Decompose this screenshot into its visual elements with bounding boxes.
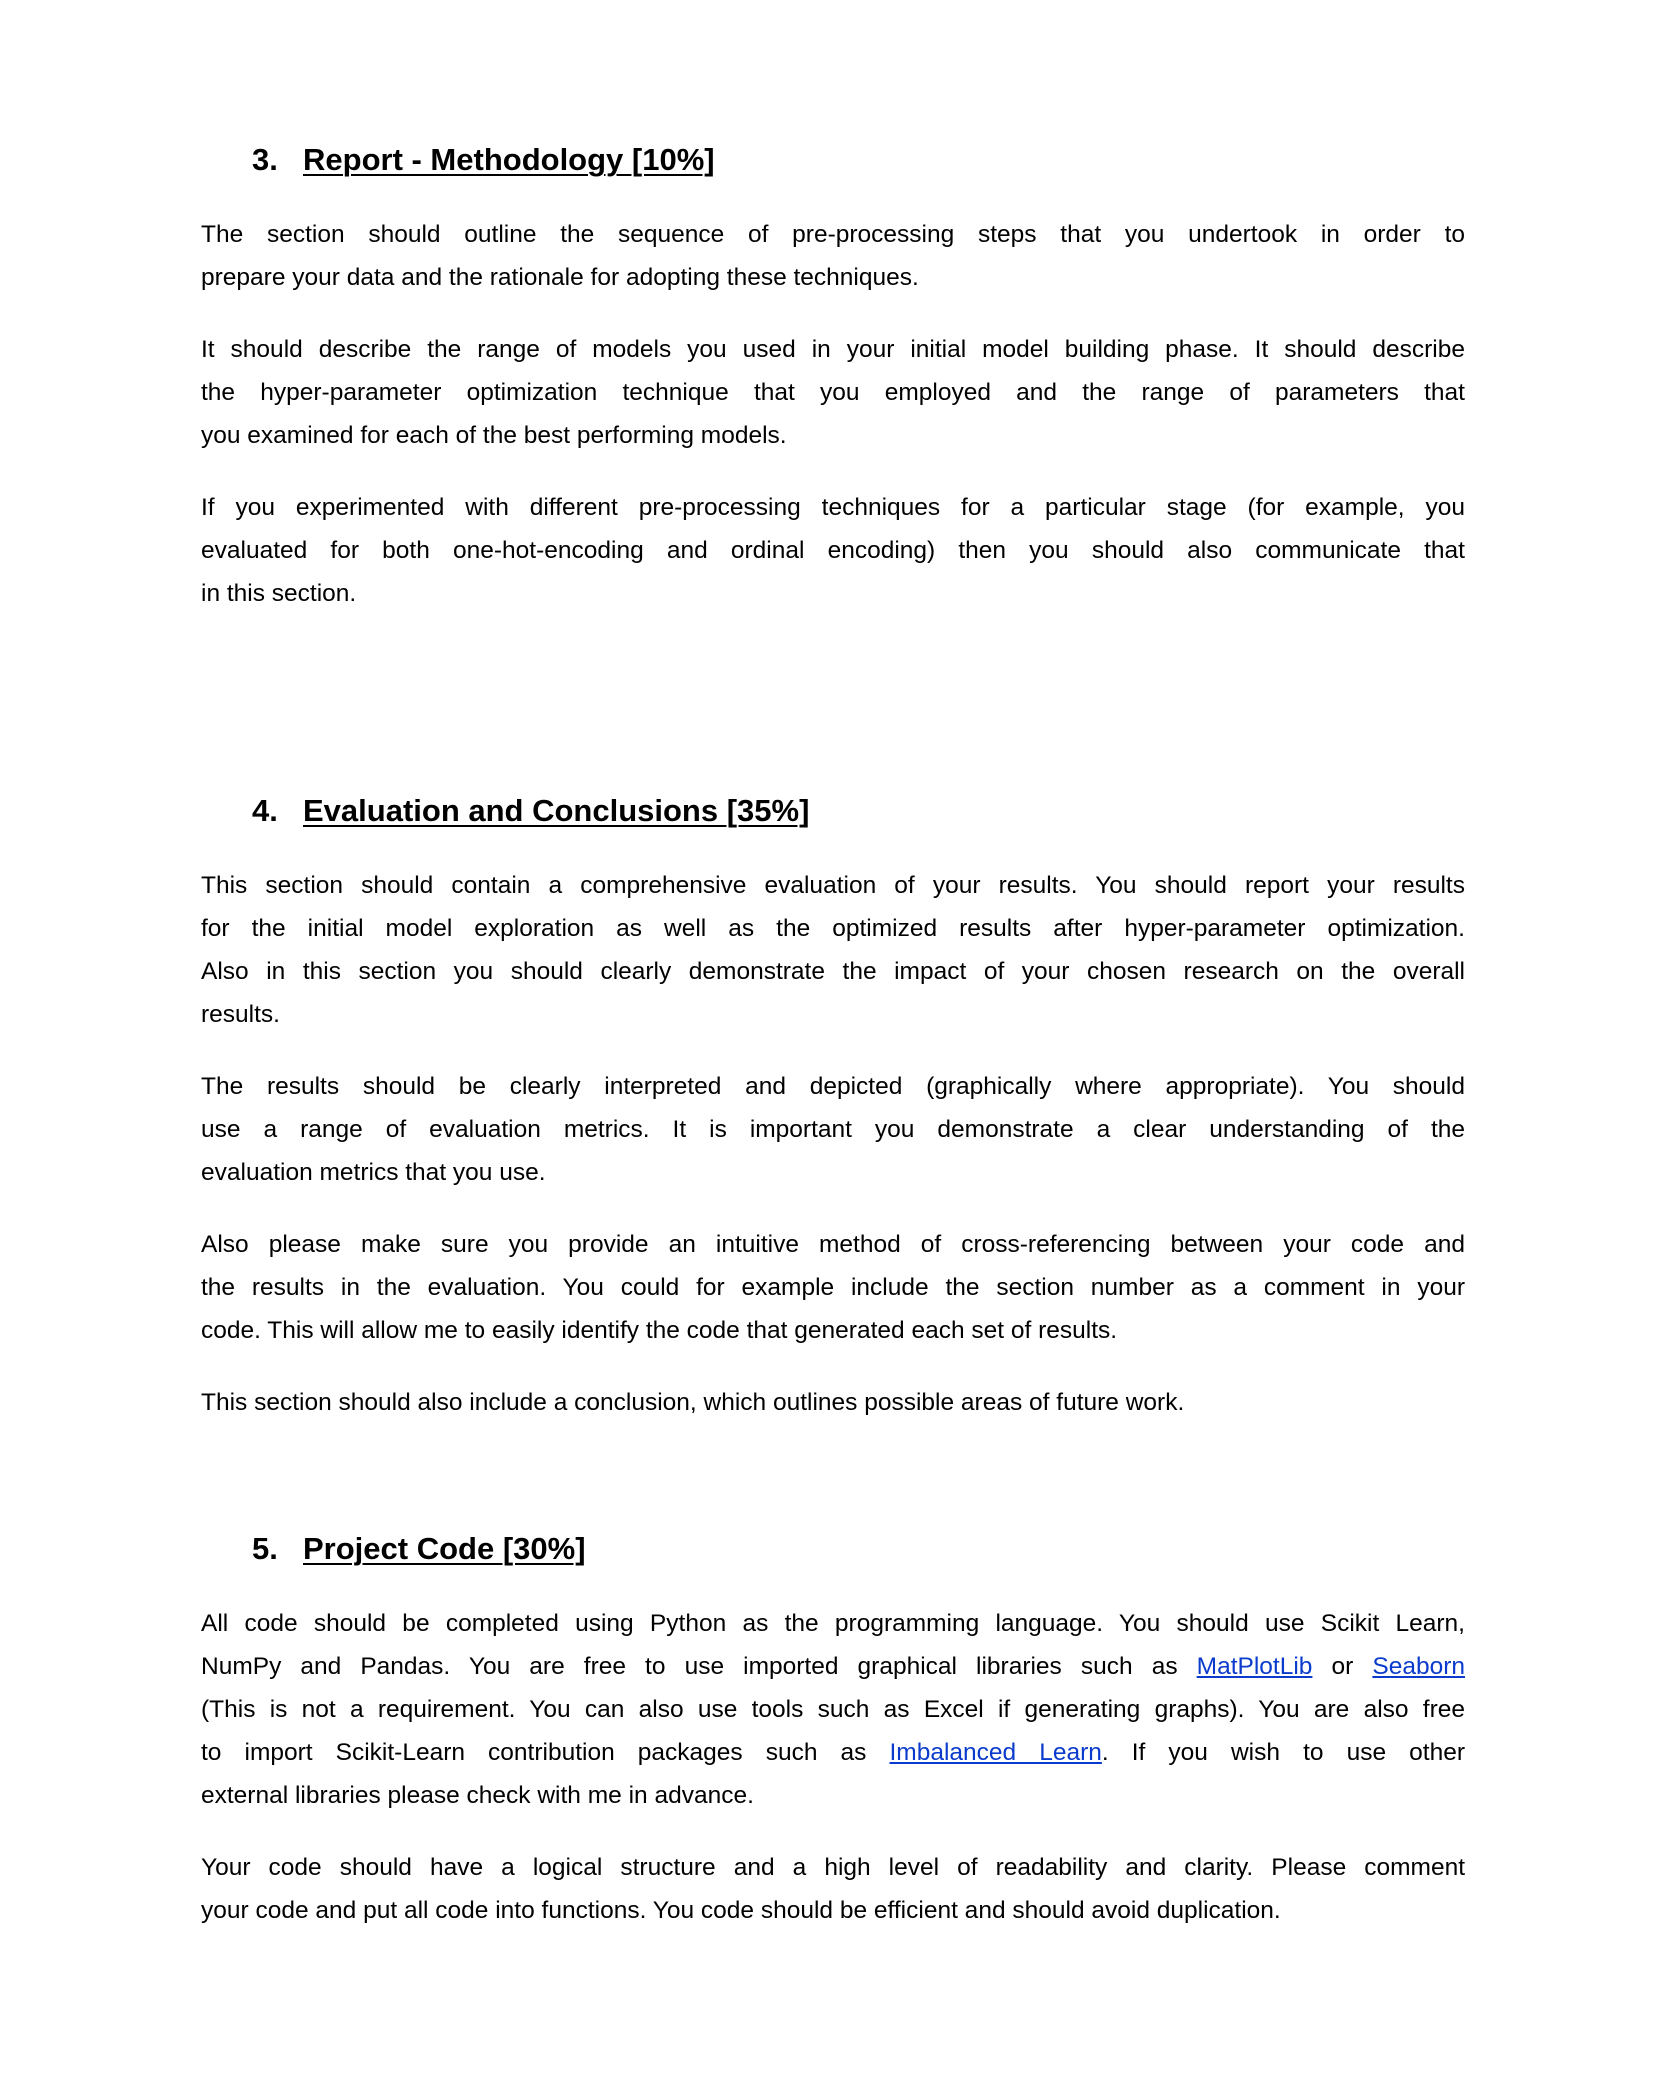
text-line: (This is not a requirement. You can also use tools such as Excel if generating graphs). You are also free	[201, 1696, 1465, 1723]
paragraph	[201, 864, 1465, 1036]
text-line: your code and put all code into functions. You code should be efficient and should avoid duplication.	[201, 1897, 1281, 1924]
text-line: evaluation metrics that you use.	[201, 1159, 546, 1186]
section-number: 3.	[252, 142, 278, 177]
text-line: the hyper-parameter optimization technique that you employed and the range of parameters that	[201, 379, 1465, 406]
paragraph	[201, 1381, 1465, 1424]
text-line: This section should also include a conclusion, which outlines possible areas of future work.	[201, 1389, 1185, 1416]
text-line: use a range of evaluation metrics. It is important you demonstrate a clear understanding of the	[201, 1116, 1465, 1143]
link-seaborn[interactable]: Seaborn	[1372, 1653, 1465, 1680]
text-segment: . If you wish to use other	[1101, 1739, 1465, 1766]
text-line: If you experimented with different pre-processing techniques for a particular stage (for example, you	[201, 494, 1465, 521]
text-line: code. This will allow me to easily identify the code that generated each set of results.	[201, 1317, 1118, 1344]
text-line: The section should outline the sequence of pre-processing steps that you undertook in order to	[201, 221, 1465, 248]
text-line: Also in this section you should clearly demonstrate the impact of your chosen research on the overall	[201, 958, 1465, 985]
text-line: The results should be clearly interpreted and depicted (graphically where appropriate). You should	[201, 1073, 1465, 1100]
text-line: you examined for each of the best performing models.	[201, 422, 787, 449]
paragraph	[201, 486, 1465, 615]
paragraph	[201, 1065, 1465, 1194]
text-line: It should describe the range of models you used in your initial model building phase. It should describe	[201, 336, 1465, 363]
section-heading	[201, 789, 1465, 832]
text-line: results.	[201, 1001, 280, 1028]
text-line: for the initial model exploration as well as the optimized results after hyper-parameter optimization.	[201, 915, 1465, 942]
text-line: evaluated for both one-hot-encoding and ordinal encoding) then you should also communicate that	[201, 537, 1465, 564]
link-matplotlib[interactable]: MatPlotLib	[1196, 1653, 1313, 1680]
text-line: Also please make sure you provide an intuitive method of cross-referencing between your code and	[201, 1231, 1465, 1258]
paragraph	[201, 213, 1465, 299]
text-segment: or	[1312, 1653, 1373, 1680]
section-number: 4.	[252, 793, 278, 828]
section-heading	[201, 1527, 1465, 1570]
section-project-code	[201, 1527, 1465, 1961]
text-segment: to import Scikit-Learn contribution packages such as	[201, 1739, 890, 1766]
text-line: This section should contain a comprehensive evaluation of your results. You should report your results	[201, 872, 1465, 899]
text-line: the results in the evaluation. You could for example include the section number as a comment in your	[201, 1274, 1465, 1301]
section-evaluation	[201, 789, 1465, 1453]
text-line: in this section.	[201, 580, 357, 607]
text-line: external libraries please check with me in advance.	[201, 1782, 754, 1809]
paragraph	[201, 1602, 1465, 1817]
section-title: Project Code [30%]	[303, 1531, 586, 1566]
text-line: Your code should have a logical structure and a high level of readability and clarity. Please comment	[201, 1854, 1465, 1881]
section-title: Evaluation and Conclusions [35%]	[303, 793, 810, 828]
paragraph	[201, 1223, 1465, 1352]
text-line: All code should be completed using Python as the programming language. You should use Scikit Learn,	[201, 1610, 1465, 1637]
section-heading	[201, 138, 1465, 181]
section-number: 5.	[252, 1531, 278, 1566]
link-imbalanced-learn[interactable]: Imbalanced Learn	[889, 1739, 1102, 1766]
paragraph	[201, 1846, 1465, 1932]
text-segment: NumPy and Pandas. You are free to use imported graphical libraries such as	[201, 1653, 1197, 1680]
text-line: prepare your data and the rationale for adopting these techniques.	[201, 264, 919, 291]
section-methodology	[201, 138, 1465, 644]
text-line	[201, 1645, 1465, 1688]
paragraph	[201, 328, 1465, 457]
text-line	[201, 1731, 1465, 1774]
section-title: Report - Methodology [10%]	[303, 142, 715, 177]
